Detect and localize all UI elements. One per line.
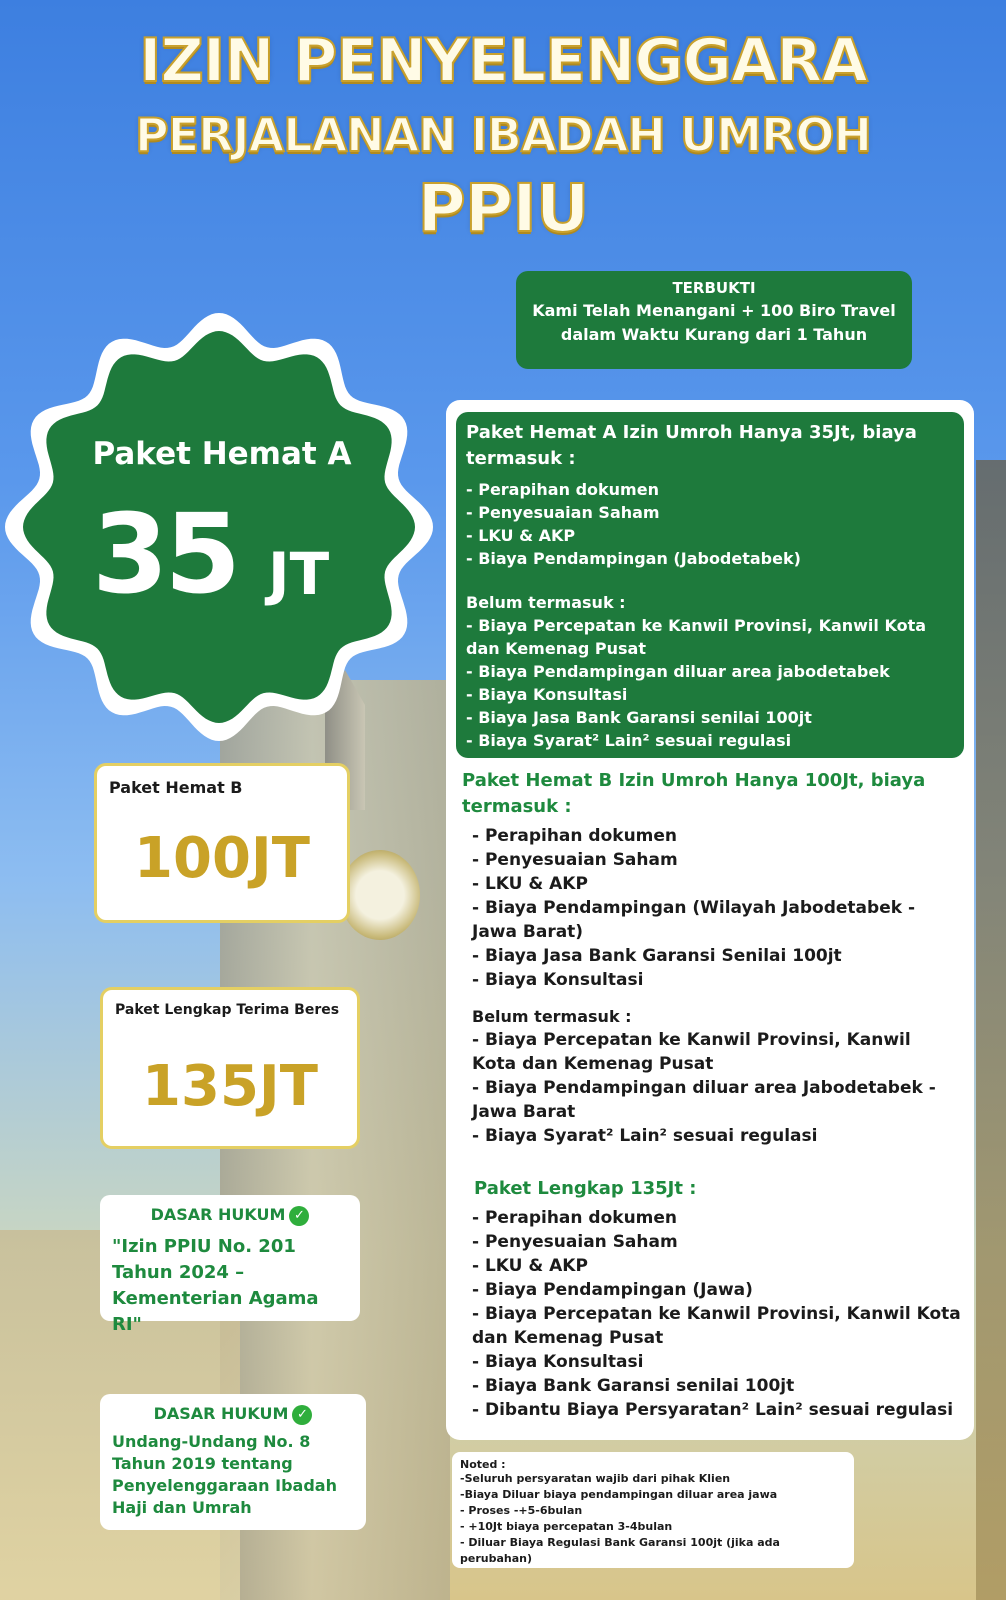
paket-a-details xyxy=(456,412,964,758)
list-item: - +10Jt biaya percepatan 3-4bulan xyxy=(460,1520,673,1533)
terbukti-heading: TERBUKTI xyxy=(672,279,756,297)
terbukti-box xyxy=(516,271,912,369)
check-circle-icon: ✓ xyxy=(292,1405,312,1425)
list-item: - Biaya Jasa Bank Garansi senilai 100jt xyxy=(466,708,812,727)
list-item: - Biaya Pendampingan (Jabodetabek) xyxy=(466,549,801,568)
paket-b-label: Paket Hemat B xyxy=(109,778,243,797)
list-item: - Biaya Konsultasi xyxy=(472,1352,644,1372)
list-item: -Biaya Diluar biaya pendampingan diluar area jawa xyxy=(460,1488,778,1501)
list-item: - Biaya Pendampingan (Wilayah Jabodetabek - Jawa Barat) xyxy=(472,898,916,942)
list-item: - Biaya Pendampingan diluar area jabodetabek xyxy=(466,662,890,681)
paket-b-excluded-title: Belum termasuk : xyxy=(472,1007,632,1026)
paket-lengkap-title: Paket Lengkap 135Jt : xyxy=(474,1178,697,1199)
paket-lengkap-card xyxy=(100,987,360,1149)
paket-b-price: 100JT xyxy=(134,826,310,891)
dasar-hukum-text-2: Undang-Undang No. 8 Tahun 2019 tentang Penyelenggaraan Ibadah Haji dan Umrah xyxy=(112,1431,337,1517)
background-building-right xyxy=(976,460,1006,1600)
list-item: - LKU & AKP xyxy=(466,526,576,545)
list-item: - Perapihan dokumen xyxy=(472,826,678,846)
list-item: - Biaya Pendampingan (Jawa) xyxy=(472,1280,753,1300)
list-item: - Penyesuaian Saham xyxy=(472,1232,678,1252)
badge-label: Paket Hemat A xyxy=(92,436,352,472)
list-item: - Biaya Konsultasi xyxy=(466,685,628,704)
list-item: - Dibantu Biaya Persyaratan² Lain² sesuai regulasi xyxy=(472,1400,954,1420)
dasar-hukum-card-2 xyxy=(100,1394,366,1530)
paket-b-title: Paket Hemat B Izin Umroh Hanya 100Jt, biaya termasuk : xyxy=(462,770,926,817)
list-item: - Perapihan dokumen xyxy=(466,480,659,499)
terbukti-line-1: Kami Telah Menangani + 100 Biro Travel xyxy=(532,301,896,320)
list-item: - Biaya Syarat² Lain² sesuai regulasi xyxy=(466,731,792,750)
list-item: - Diluar Biaya Regulasi Bank Garansi 100jt (jika ada perubahan) xyxy=(460,1536,780,1565)
paket-lengkap-details xyxy=(472,1176,962,1422)
badge-price: 35 xyxy=(92,490,238,618)
list-item: - Biaya Konsultasi xyxy=(472,970,644,990)
title-line-3: PPIU xyxy=(417,170,589,247)
list-item: - Penyesuaian Saham xyxy=(466,503,660,522)
dasar-hukum-heading-2: DASAR HUKUM xyxy=(153,1404,289,1423)
notes-heading: Noted : xyxy=(460,1458,506,1471)
background-clock xyxy=(340,850,420,940)
terbukti-line-2: dalam Waktu Kurang dari 1 Tahun xyxy=(560,325,868,344)
list-item: - Biaya Jasa Bank Garansi Senilai 100jt xyxy=(472,946,842,966)
notes-box xyxy=(452,1452,854,1568)
paket-b-card xyxy=(94,763,350,923)
paket-a-excluded-title: Belum termasuk : xyxy=(466,593,626,612)
list-item: - Biaya Bank Garansi senilai 100jt xyxy=(472,1376,795,1396)
list-item: - Biaya Syarat² Lain² sesuai regulasi xyxy=(472,1126,818,1146)
list-item: - LKU & AKP xyxy=(472,1256,588,1276)
list-item: - Proses -+5-6bulan xyxy=(460,1504,583,1517)
list-item: - Perapihan dokumen xyxy=(472,1208,678,1228)
list-item: - LKU & AKP xyxy=(472,874,588,894)
list-item: - Penyesuaian Saham xyxy=(472,850,678,870)
list-item: - Biaya Percepatan ke Kanwil Provinsi, Kanwil Kota dan Kemenag Pusat xyxy=(466,616,927,658)
dasar-hukum-heading-1: DASAR HUKUM xyxy=(150,1205,286,1224)
list-item: - Biaya Percepatan ke Kanwil Provinsi, Kanwil Kota dan Kemenag Pusat xyxy=(472,1304,961,1348)
paket-a-title: Paket Hemat A Izin Umroh Hanya 35Jt, biaya termasuk : xyxy=(466,422,917,469)
dasar-hukum-card-1 xyxy=(100,1195,360,1335)
title-line-2: PERJALANAN IBADAH UMROH xyxy=(134,108,872,162)
paket-a-badge xyxy=(2,310,436,744)
paket-b-details xyxy=(462,768,960,1148)
badge-unit: JT xyxy=(268,540,330,608)
title-line-1: IZIN PENYELENGGARA xyxy=(139,26,867,96)
paket-lengkap-label: Paket Lengkap Terima Beres xyxy=(115,1002,340,1018)
paket-lengkap-price: 135JT xyxy=(142,1054,318,1119)
dasar-hukum-text-1: "Izin PPIU No. 201 Tahun 2024 – Kementerian Agama RI" xyxy=(112,1235,319,1335)
check-circle-icon: ✓ xyxy=(289,1206,309,1226)
list-item: - Biaya Pendampingan diluar area Jabodetabek - Jawa Barat xyxy=(472,1078,936,1122)
list-item: - Biaya Percepatan ke Kanwil Provinsi, Kanwil Kota dan Kemenag Pusat xyxy=(472,1030,911,1074)
list-item: -Seluruh persyaratan wajib dari pihak Klien xyxy=(460,1472,731,1485)
